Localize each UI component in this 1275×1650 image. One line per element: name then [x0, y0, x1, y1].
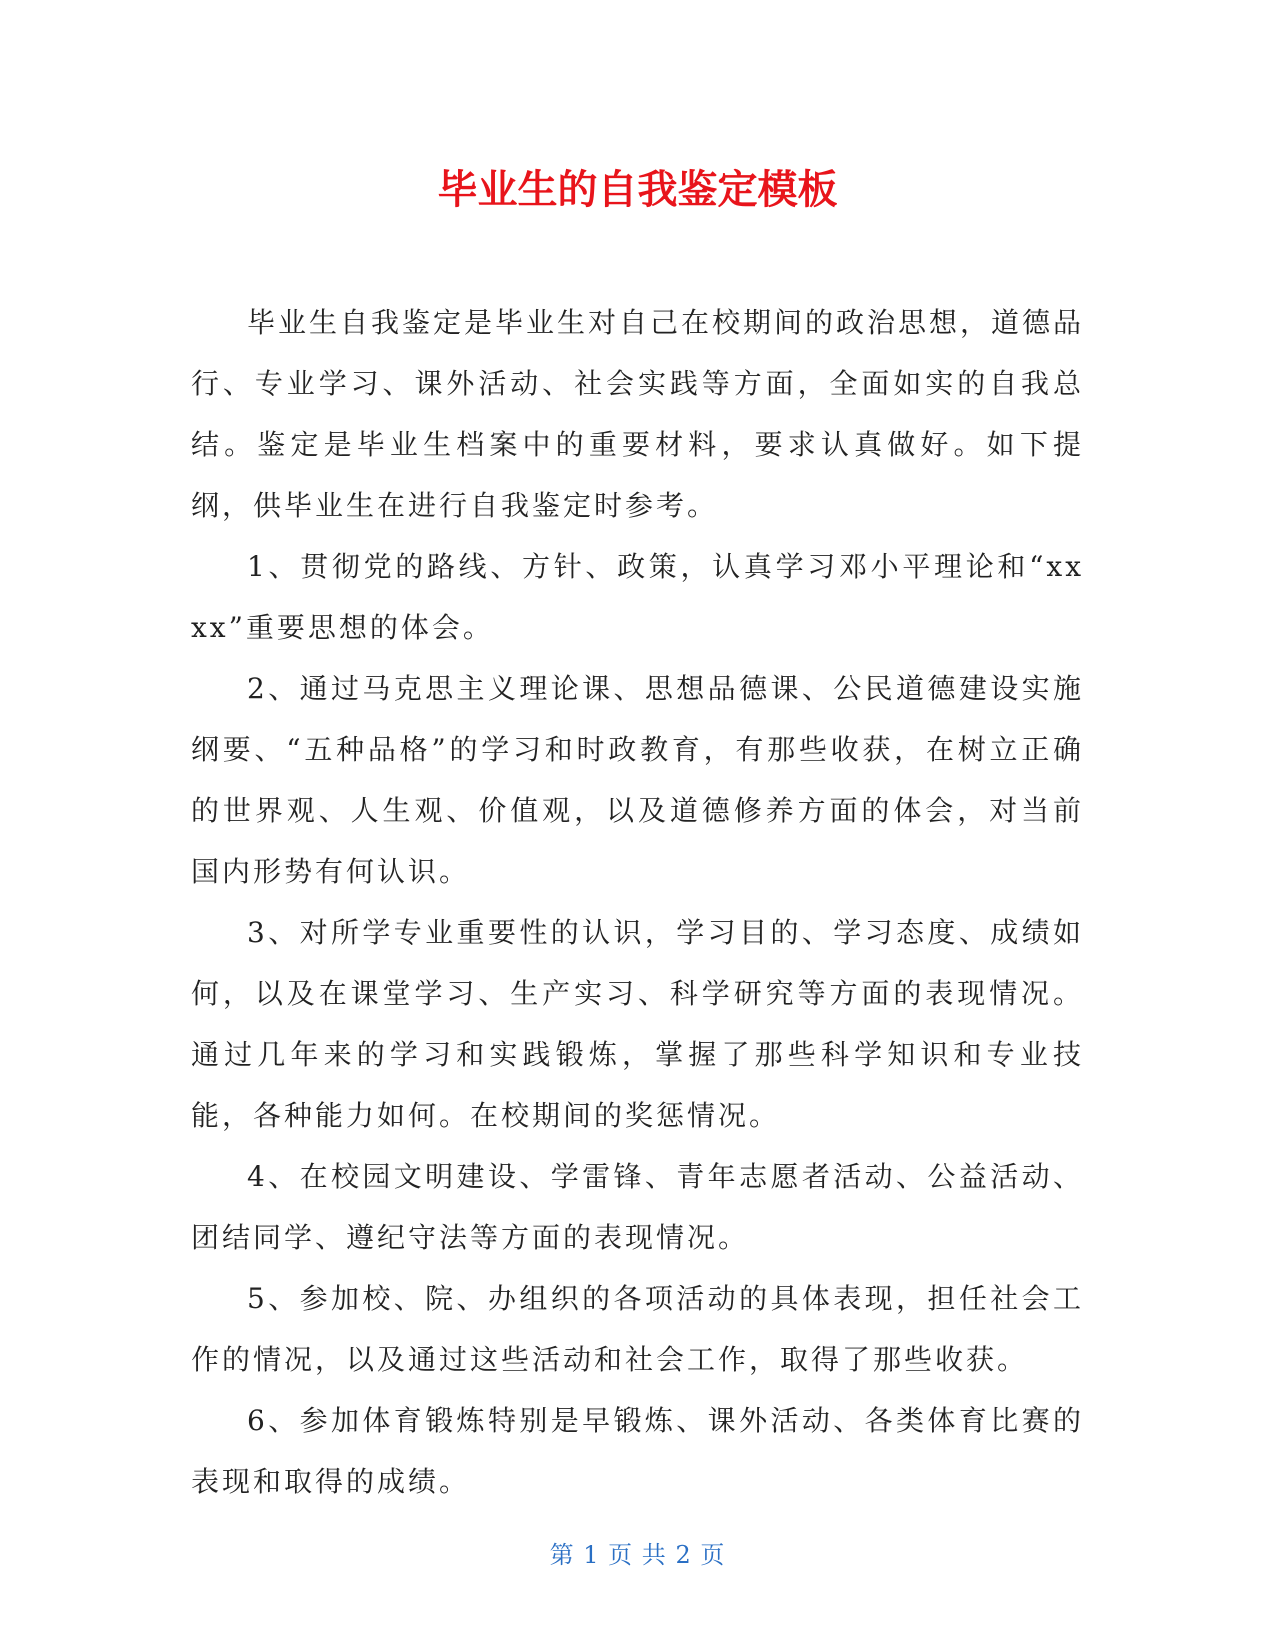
intro-paragraph: 毕业生自我鉴定是毕业生对自己在校期间的政治思想，道德品行、专业学习、课外活动、社会实践等方面，全面如实的自我总结。鉴定是毕业生档案中的重要材料，要求认真做好。如下提纲，供毕业生在进行自我鉴定时参考。 — [191, 306, 1085, 522]
footer-middle: 页 共 — [608, 1541, 667, 1569]
outline-item-4: 4、在校园文明建设、学雷锋、青年志愿者活动、公益活动、团结同学、遵纪守法等方面的表现情况。 — [191, 1160, 1084, 1254]
outline-item-6: 6、参加体育锻炼特别是早锻炼、课外活动、各类体育比赛的表现和取得的成绩。 — [191, 1404, 1084, 1498]
footer-total-pages: 2 — [675, 1541, 692, 1569]
outline-item-1: 1、贯彻党的路线、方针、政策，认真学习邓小平理论和“xxxx”重要思想的体会。 — [191, 550, 1084, 644]
page-footer — [0, 1537, 1275, 1573]
footer-suffix: 页 — [700, 1541, 726, 1569]
outline-item-3: 3、对所学专业重要性的认识，学习目的、学习态度、成绩如何，以及在课堂学习、生产实习、科学研究等方面的表现情况。通过几年来的学习和实践锻炼，掌握了那些科学知识和专业技能，各种能力如何。在校期间的奖惩情况。 — [191, 916, 1084, 1132]
document-body — [191, 292, 1084, 1512]
footer-current-page: 1 — [583, 1541, 600, 1569]
footer-prefix: 第 — [549, 1541, 575, 1569]
outline-item-5: 5、参加校、院、办组织的各项活动的具体表现，担任社会工作的情况，以及通过这些活动和社会工作，取得了那些收获。 — [191, 1282, 1084, 1376]
outline-item-2: 2、通过马克思主义理论课、思想品德课、公民道德建设实施纲要、“五种品格”的学习和时政教育，有那些收获，在树立正确的世界观、人生观、价值观，以及道德修养方面的体会，对当前国内形势有何认识。 — [191, 672, 1084, 888]
page-title: 毕业生的自我鉴定模板 — [437, 167, 838, 213]
